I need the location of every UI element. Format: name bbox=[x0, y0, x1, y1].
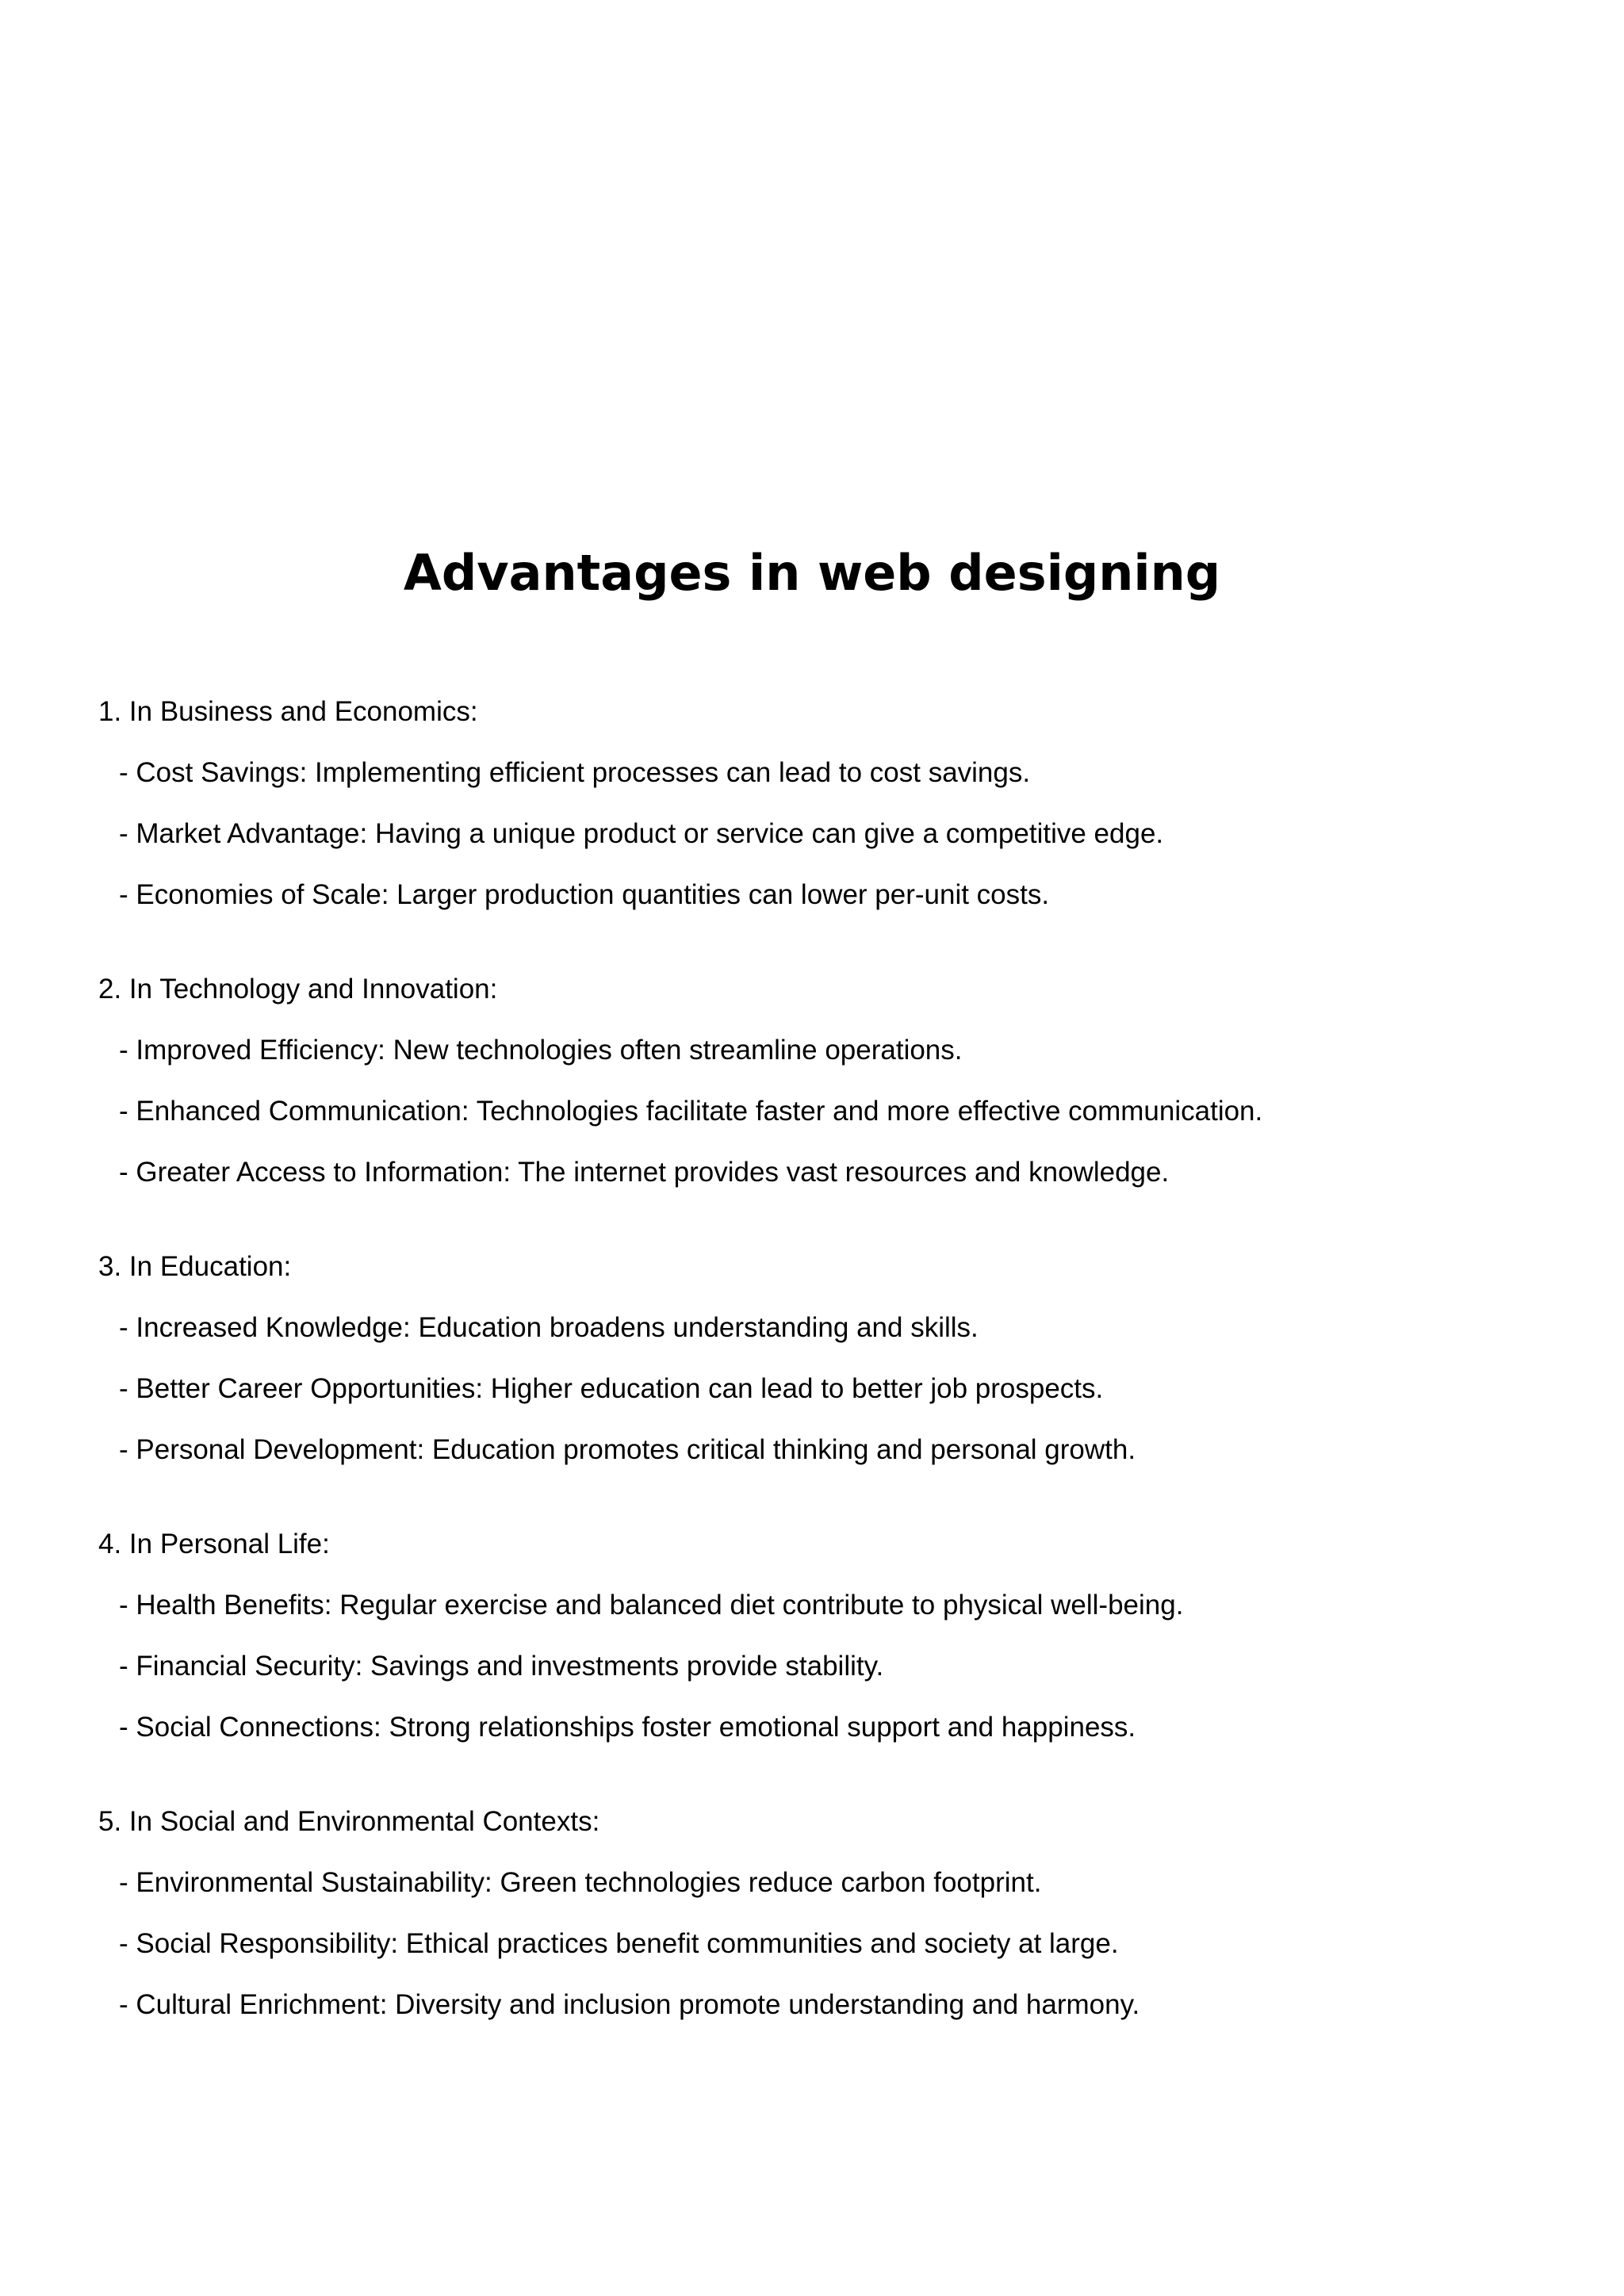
section-personal-life bbox=[98, 1528, 1573, 1744]
list-item: - Increased Knowledge: Education broadens understanding and skills. bbox=[119, 1312, 979, 1343]
list-item: - Market Advantage: Having a unique product or service can give a competitive edge. bbox=[119, 818, 1164, 849]
list-item: - Environmental Sustainability: Green technologies reduce carbon footprint. bbox=[119, 1867, 1042, 1898]
section-heading: 3. In Education: bbox=[98, 1251, 292, 1282]
list-item: - Cultural Enrichment: Diversity and inclusion promote understanding and harmony. bbox=[119, 1989, 1140, 2020]
list-item: - Cost Savings: Implementing efficient processes can lead to cost savings. bbox=[119, 757, 1031, 788]
list-item: - Health Benefits: Regular exercise and balanced diet contribute to physical well-being. bbox=[119, 1590, 1184, 1621]
section-items bbox=[98, 1866, 1573, 2022]
document-title: Advantages in web designing bbox=[403, 544, 1221, 602]
section-items bbox=[98, 1034, 1573, 1189]
section-technology-innovation bbox=[98, 973, 1573, 1189]
list-item: - Greater Access to Information: The internet provides vast resources and knowledge. bbox=[119, 1157, 1170, 1188]
list-item: - Social Responsibility: Ethical practices benefit communities and society at large. bbox=[119, 1928, 1119, 1959]
section-heading: 5. In Social and Environmental Contexts: bbox=[98, 1806, 600, 1837]
section-items bbox=[98, 756, 1573, 912]
list-item: - Better Career Opportunities: Higher education can lead to better job prospects. bbox=[119, 1373, 1104, 1404]
section-items bbox=[98, 1311, 1573, 1467]
list-item: - Improved Efficiency: New technologies often streamline operations. bbox=[119, 1035, 963, 1066]
list-item: - Social Connections: Strong relationships foster emotional support and happiness. bbox=[119, 1712, 1136, 1743]
advantages-sections bbox=[98, 695, 1573, 2083]
section-heading: 2. In Technology and Innovation: bbox=[98, 974, 498, 1004]
section-business-economics bbox=[98, 695, 1573, 912]
section-heading: 1. In Business and Economics: bbox=[98, 696, 478, 727]
section-heading: 4. In Personal Life: bbox=[98, 1529, 330, 1559]
list-item: - Financial Security: Savings and investments provide stability. bbox=[119, 1651, 884, 1682]
section-education bbox=[98, 1250, 1573, 1467]
list-item: - Enhanced Communication: Technologies facilitate faster and more effective communication. bbox=[119, 1096, 1263, 1127]
list-item: - Economies of Scale: Larger production quantities can lower per-unit costs. bbox=[119, 879, 1050, 910]
section-social-environmental bbox=[98, 1805, 1573, 2022]
section-items bbox=[98, 1589, 1573, 1744]
list-item: - Personal Development: Education promotes critical thinking and personal growth. bbox=[119, 1434, 1136, 1465]
